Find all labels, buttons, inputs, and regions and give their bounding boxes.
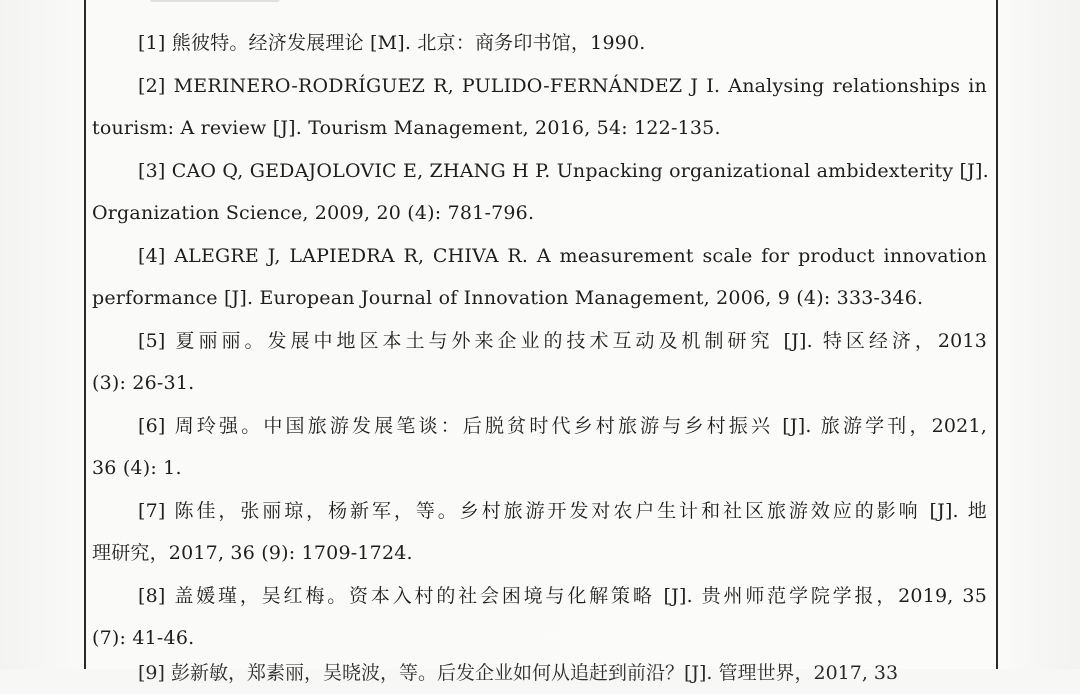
reference-entry-6: [92, 405, 987, 490]
reference-list: [92, 22, 987, 660]
reference-line: 理研究，2017, 36 (9): 1709-1724.: [92, 542, 413, 564]
reference-line: [3] CAO Q, GEDAJOLOVIC E, ZHANG H P. Unpacking organizational ambidexterity [J].: [138, 159, 989, 182]
reference-line: [7] 陈佳，张丽琼，杨新军，等。乡村旅游开发对农户生计和社区旅游效应的影响 [J]. 地: [138, 499, 987, 522]
reference-line: 36 (4): 1.: [92, 457, 182, 479]
reference-line: performance [J]. European Journal of Innovation Management, 2006, 9 (4): 333-346.: [92, 287, 924, 309]
cropped-text-fragment: [150, 0, 280, 2]
reference-line: [2] MERINERO-RODRÍGUEZ R, PULIDO-FERNÁNDEZ J I. Analysing relationships in: [138, 74, 987, 97]
reference-entry-5: [92, 320, 987, 405]
reference-line: [9] 彭新敏，郑素丽，吴晓波，等。后发企业如何从追赶到前沿？[J]. 管理世界，2017, 33: [138, 662, 899, 684]
reference-entry-4: [92, 235, 987, 320]
reference-entry-8: [92, 575, 987, 660]
reference-line: [1] 熊彼特。经济发展理论 [M]. 北京：商务印书馆，1990.: [138, 32, 646, 54]
reference-line: tourism: A review [J]. Tourism Management, 2016, 54: 122-135.: [92, 117, 721, 139]
reference-line: Organization Science, 2009, 20 (4): 781-796.: [92, 202, 535, 224]
reference-entry-7: [92, 490, 987, 575]
reference-entry-1: [92, 22, 987, 65]
reference-line: (3): 26-31.: [92, 372, 195, 394]
reference-entry-3: [92, 150, 987, 235]
reference-line: [4] ALEGRE J, LAPIEDRA R, CHIVA R. A measurement scale for product innovation: [138, 244, 987, 267]
reference-line: [5] 夏丽丽。发展中地区本土与外来企业的技术互动及机制研究 [J]. 特区经济，2013: [138, 329, 987, 352]
cropped-reference-line: [138, 656, 978, 684]
table-border-right: [996, 0, 998, 669]
reference-line: [6] 周玲强。中国旅游发展笔谈：后脱贫时代乡村旅游与乡村振兴 [J]. 旅游学刊，2021,: [138, 414, 987, 437]
reference-line: (7): 41-46.: [92, 627, 195, 649]
reference-line: [8] 盖媛瑾，吴红梅。资本入村的社会困境与化解策略 [J]. 贵州师范学院学报，2019, 35: [138, 584, 987, 607]
table-border-left: [84, 0, 86, 669]
reference-entry-2: [92, 65, 987, 150]
